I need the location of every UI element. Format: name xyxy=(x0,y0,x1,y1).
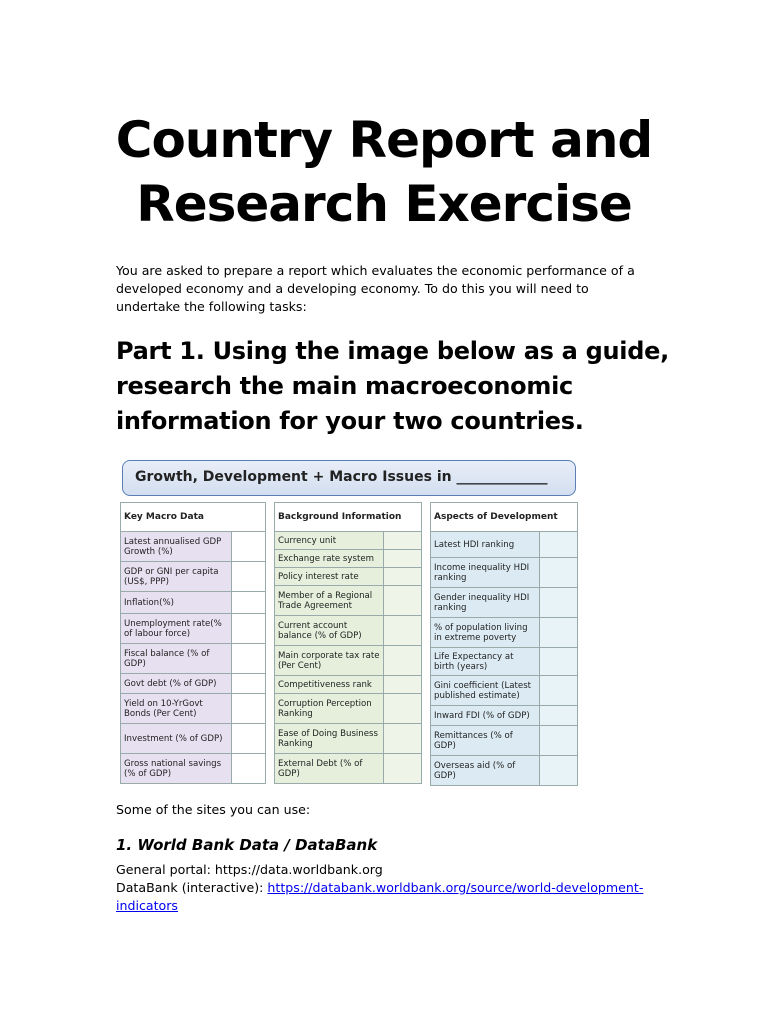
table-row xyxy=(121,724,266,754)
indicator-label: Overseas aid (% of GDP) xyxy=(431,756,540,786)
table-row xyxy=(275,676,422,694)
indicator-value-cell xyxy=(540,648,578,676)
table-row xyxy=(121,562,266,592)
indicator-value-cell xyxy=(540,532,578,558)
indicator-value-cell xyxy=(384,550,422,568)
indicator-value-cell xyxy=(232,724,266,754)
indicator-label: Gross national savings (% of GDP) xyxy=(121,754,232,784)
table-row xyxy=(275,616,422,646)
intro-paragraph: You are asked to prepare a report which evaluates the economic performance of a developed economy and a developing economy. To do this you will need to undertake the following tasks: xyxy=(116,263,635,314)
table-row xyxy=(431,558,578,588)
development-body xyxy=(431,532,578,786)
indicator-label: Investment (% of GDP) xyxy=(121,724,232,754)
indicator-label: Policy interest rate xyxy=(275,568,384,586)
indicator-value-cell xyxy=(232,644,266,674)
indicator-label: Life Expectancy at birth (years) xyxy=(431,648,540,676)
table-row xyxy=(121,694,266,724)
development-header: Aspects of Development xyxy=(431,503,578,532)
indicator-label: Yield on 10-YrGovt Bonds (Per Cent) xyxy=(121,694,232,724)
indicator-value-cell xyxy=(540,618,578,648)
databank-link[interactable]: https://databank.worldbank.org/source/world-development-indicators xyxy=(116,880,644,913)
indicator-label: Inflation(%) xyxy=(121,592,232,614)
indicator-label: Member of a Regional Trade Agreement xyxy=(275,586,384,616)
indicator-value-cell xyxy=(232,754,266,784)
indicator-value-cell xyxy=(232,614,266,644)
indicator-value-cell xyxy=(540,558,578,588)
indicator-label: Govt debt (% of GDP) xyxy=(121,674,232,694)
table-row xyxy=(431,588,578,618)
indicator-label: Latest annualised GDP Growth (%) xyxy=(121,532,232,562)
indicator-value-cell xyxy=(384,676,422,694)
indicator-value-cell xyxy=(384,694,422,724)
background-table xyxy=(274,502,422,784)
indicator-label: Gender inequality HDI ranking xyxy=(431,588,540,618)
indicator-value-cell xyxy=(232,562,266,592)
table-row xyxy=(275,724,422,754)
table-row xyxy=(431,676,578,706)
indicator-value-cell xyxy=(232,592,266,614)
table-row xyxy=(121,532,266,562)
indicator-label: External Debt (% of GDP) xyxy=(275,754,384,784)
table-row xyxy=(275,694,422,724)
indicator-label: GDP or GNI per capita (US$, PPP) xyxy=(121,562,232,592)
key-macro-table xyxy=(120,502,266,784)
indicator-value-cell xyxy=(540,588,578,618)
databank-line xyxy=(116,879,676,915)
table-row xyxy=(121,674,266,694)
indicator-label: Income inequality HDI ranking xyxy=(431,558,540,588)
table-row xyxy=(275,568,422,586)
indicator-value-cell xyxy=(540,676,578,706)
indicator-value-cell xyxy=(384,754,422,784)
databank-label: DataBank (interactive): xyxy=(116,880,268,895)
table-row xyxy=(121,592,266,614)
table-row xyxy=(275,532,422,550)
indicator-value-cell xyxy=(384,724,422,754)
indicator-value-cell xyxy=(232,532,266,562)
page-title: Country Report and Research Exercise xyxy=(115,111,653,233)
indicator-label: % of population living in extreme poverty xyxy=(431,618,540,648)
indicator-label: Main corporate tax rate (Per Cent) xyxy=(275,646,384,676)
table-row xyxy=(121,644,266,674)
indicator-label: Current account balance (% of GDP) xyxy=(275,616,384,646)
indicator-value-cell xyxy=(540,726,578,756)
table-row xyxy=(431,726,578,756)
indicator-value-cell xyxy=(384,586,422,616)
indicator-label: Unemployment rate(% of labour force) xyxy=(121,614,232,644)
indicator-value-cell xyxy=(232,694,266,724)
key-macro-body xyxy=(121,532,266,784)
table-row xyxy=(431,648,578,676)
indicator-label: Ease of Doing Business Ranking xyxy=(275,724,384,754)
indicator-label: Latest HDI ranking xyxy=(431,532,540,558)
table-row xyxy=(121,614,266,644)
indicator-value-cell xyxy=(540,706,578,726)
macro-indicators-figure xyxy=(116,456,582,782)
table-row xyxy=(431,756,578,786)
development-table xyxy=(430,502,578,786)
background-header: Background Information xyxy=(275,503,422,532)
table-row xyxy=(431,706,578,726)
indicator-label: Currency unit xyxy=(275,532,384,550)
indicator-label: Exchange rate system xyxy=(275,550,384,568)
indicator-value-cell xyxy=(540,756,578,786)
indicator-value-cell xyxy=(232,674,266,694)
indicator-label: Fiscal balance (% of GDP) xyxy=(121,644,232,674)
key-macro-header: Key Macro Data xyxy=(121,503,266,532)
indicator-label: Gini coefficient (Latest published estimate) xyxy=(431,676,540,706)
indicator-value-cell xyxy=(384,568,422,586)
background-body xyxy=(275,532,422,784)
indicator-value-cell xyxy=(384,616,422,646)
table-row xyxy=(431,532,578,558)
indicator-value-cell xyxy=(384,646,422,676)
table-row xyxy=(275,646,422,676)
table-row xyxy=(275,586,422,616)
indicator-label: Inward FDI (% of GDP) xyxy=(431,706,540,726)
world-bank-heading: 1. World Bank Data / DataBank xyxy=(116,836,378,854)
table-row xyxy=(275,550,422,568)
world-bank-links xyxy=(116,861,676,915)
indicator-label: Competitiveness rank xyxy=(275,676,384,694)
sites-intro: Some of the sites you can use: xyxy=(116,802,311,817)
part1-heading: Part 1. Using the image below as a guide, research the main macroeconomic information for your two countries. xyxy=(116,337,669,435)
portal-line: General portal: https://data.worldbank.org xyxy=(116,862,383,877)
table-row xyxy=(275,754,422,784)
indicator-label: Remittances (% of GDP) xyxy=(431,726,540,756)
indicator-value-cell xyxy=(384,532,422,550)
indicator-label: Corruption Perception Ranking xyxy=(275,694,384,724)
table-row xyxy=(431,618,578,648)
figure-banner: Growth, Development + Macro Issues in _____________ xyxy=(122,460,576,496)
table-row xyxy=(121,754,266,784)
